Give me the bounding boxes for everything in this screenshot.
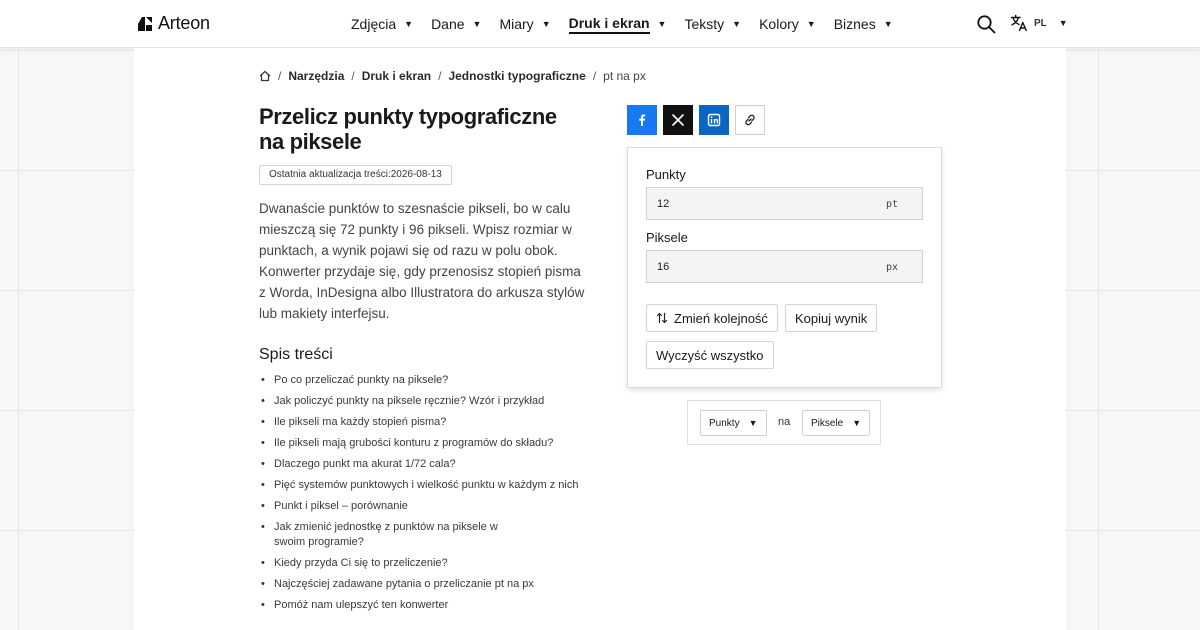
- main-content: [134, 48, 1066, 630]
- share-facebook-button[interactable]: [627, 105, 657, 135]
- pixels-unit: px: [885, 262, 898, 273]
- points-unit: pt: [885, 199, 898, 210]
- breadcrumb-separator: /: [592, 69, 597, 83]
- nav-item-kolory[interactable]: [759, 14, 816, 34]
- updated-date: 2026-08-13: [390, 169, 442, 180]
- main-nav: [351, 0, 911, 48]
- breadcrumb-separator: /: [438, 69, 442, 83]
- chevron-down-icon: ▼: [657, 19, 667, 29]
- unit-connector: na: [778, 416, 791, 428]
- translate-icon: [1010, 14, 1028, 32]
- nav-item-label: Biznes: [833, 16, 876, 32]
- breadcrumb-separator: /: [278, 69, 282, 83]
- toc-item[interactable]: • Ile pikseli ma każdy stopień pisma?: [259, 415, 599, 430]
- site-header: [0, 0, 1200, 48]
- toc-item[interactable]: • Pięć systemów punktowych i wielkość punktu w każdym z nich: [259, 478, 599, 493]
- breadcrumb-link-narzedzia[interactable]: Narzędzia: [288, 69, 345, 83]
- x-icon: [671, 113, 685, 127]
- nav-item-druk-i-ekran[interactable]: [569, 14, 667, 34]
- breadcrumb-current: pt na px: [603, 69, 646, 83]
- share-buttons: [627, 105, 765, 135]
- nav-item-zdjecia[interactable]: [351, 14, 413, 34]
- chevron-down-icon: ▼: [541, 19, 551, 29]
- toc-item[interactable]: • Ile pikseli mają grubości konturu z programów do składu?: [259, 436, 599, 451]
- swap-button[interactable]: [646, 304, 778, 332]
- chevron-down-icon: ▼: [852, 418, 862, 428]
- from-unit-select[interactable]: [700, 410, 767, 436]
- chevron-down-icon: ▼: [404, 19, 414, 29]
- search-icon[interactable]: [976, 14, 996, 34]
- points-input[interactable]: [647, 188, 877, 219]
- copy-result-label: Kopiuj wynik: [795, 310, 868, 326]
- to-unit-value: Piksele: [811, 417, 844, 429]
- nav-item-label: Zdjęcia: [351, 16, 397, 32]
- toc-item[interactable]: • Punkt i piksel – porównanie: [259, 499, 599, 514]
- to-unit-select[interactable]: [802, 410, 870, 436]
- swap-arrows-icon: [656, 312, 668, 324]
- brand-logo[interactable]: [137, 13, 210, 34]
- toc-title: Spis treści: [259, 346, 333, 363]
- nav-item-label: Dane: [431, 16, 465, 32]
- chevron-down-icon: ▼: [748, 418, 758, 428]
- nav-item-label: Teksty: [684, 16, 725, 32]
- chevron-down-icon: ▼: [1058, 18, 1068, 28]
- toc-item[interactable]: • Najczęściej zadawane pytania o przeliczanie pt na px: [259, 577, 599, 592]
- pixels-field[interactable]: [646, 250, 923, 283]
- nav-item-biznes[interactable]: [834, 14, 893, 34]
- output-label: Piksele: [646, 230, 688, 245]
- language-code: PL: [1034, 17, 1047, 29]
- share-linkedin-button[interactable]: [699, 105, 729, 135]
- page-title: Przelicz punkty typograficzne na piksele: [259, 104, 557, 154]
- from-unit-value: Punkty: [709, 417, 740, 429]
- linkedin-icon: [707, 113, 721, 127]
- toc-item[interactable]: • Jak policzyć punkty na piksele ręcznie? Wzór i przykład: [259, 394, 599, 409]
- breadcrumb-separator: /: [351, 69, 355, 83]
- intro-text: Dwanaście punktów to szesnaście pikseli, bo w calu mieszczą się 72 punkty i 96 pikseli. Wpisz rozmiar w punktach, a wynik pojawi się od razu w polu obok. Konwerter przydaje się, gdy przenosisz stopień pisma z Worda, InDesigna albo Illustratora do arkusza stylów lub makiety interfejsu.: [259, 201, 585, 321]
- clear-all-label: Wyczyść wszystko: [656, 347, 764, 363]
- breadcrumb-link-druk-i-ekran[interactable]: Druk i ekran: [361, 69, 432, 83]
- nav-item-dane[interactable]: [431, 14, 481, 34]
- breadcrumb-link-jednostki[interactable]: Jednostki typograficzne: [448, 69, 586, 83]
- nav-item-label: Miary: [499, 16, 534, 32]
- pixels-input[interactable]: [647, 251, 877, 282]
- clear-all-button[interactable]: [646, 341, 774, 369]
- share-x-button[interactable]: [663, 105, 693, 135]
- nav-item-label: Druk i ekran: [569, 15, 650, 34]
- toc-item[interactable]: • Po co przeliczać punkty na piksele?: [259, 373, 599, 388]
- toc-item[interactable]: • Jak zmienić jednostkę z punktów na piksele w swoim programie?: [259, 520, 509, 550]
- chevron-down-icon: ▼: [806, 19, 816, 29]
- home-icon[interactable]: [259, 70, 271, 82]
- nav-item-label: Kolory: [759, 16, 799, 32]
- language-switcher[interactable]: [1010, 14, 1068, 32]
- nav-item-teksty[interactable]: [684, 14, 741, 34]
- facebook-icon: [635, 113, 649, 127]
- nav-item-miary[interactable]: [499, 14, 550, 34]
- unit-selector: [687, 400, 881, 445]
- breadcrumb: [259, 69, 646, 83]
- points-field[interactable]: [646, 187, 923, 220]
- updated-label: Ostatnia aktualizacja treści:: [269, 169, 391, 180]
- chevron-down-icon: ▼: [883, 19, 893, 29]
- input-label: Punkty: [646, 167, 686, 182]
- chevron-down-icon: ▼: [472, 19, 482, 29]
- brand-name: Arteon: [158, 13, 210, 33]
- chevron-down-icon: ▼: [732, 19, 742, 29]
- toc-item[interactable]: • Kiedy przyda Ci się to przeliczenie?: [259, 556, 599, 571]
- copy-result-button[interactable]: [785, 304, 877, 332]
- converter-card: [627, 147, 942, 388]
- toc-item[interactable]: • Pomóż nam ulepszyć ten konwerter: [259, 598, 599, 613]
- updated-badge: [259, 165, 452, 185]
- copy-link-button[interactable]: [735, 105, 765, 135]
- toc-item[interactable]: • Dlaczego punkt ma akurat 1/72 cala?: [259, 457, 599, 472]
- link-icon: [743, 113, 757, 127]
- swap-button-label: Zmień kolejność: [674, 310, 768, 326]
- logo-mark-icon: [137, 16, 153, 32]
- table-of-contents: [259, 373, 599, 619]
